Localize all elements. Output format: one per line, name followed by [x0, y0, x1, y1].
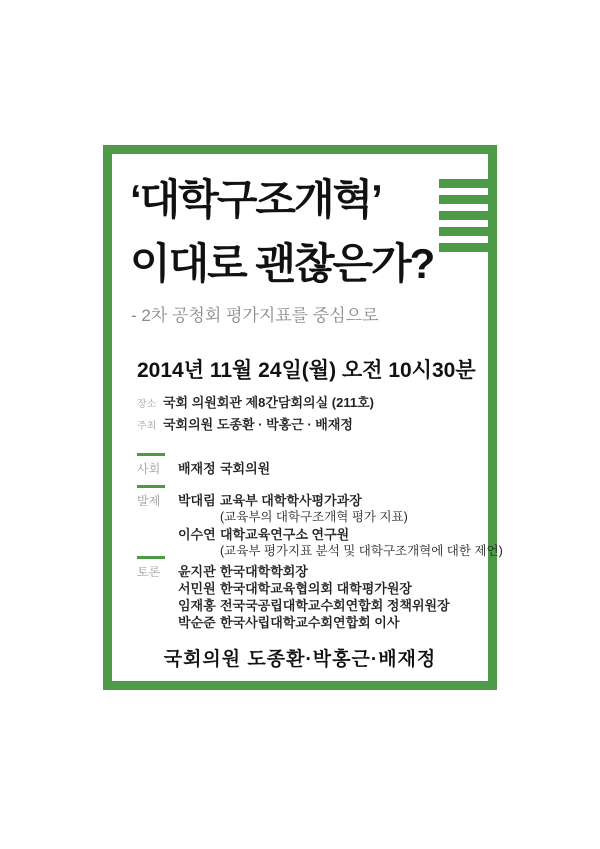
speaker-name: 이수연	[178, 527, 216, 542]
info-row-host	[137, 414, 374, 436]
host-label: 주최	[137, 421, 157, 432]
location-value: 국회 의원회관 제8간담회의실 (211호)	[163, 395, 374, 410]
location-label: 장소	[137, 399, 157, 410]
speaker-row	[178, 580, 482, 597]
section-label-moderator: 사회	[137, 462, 161, 476]
speaker-row	[178, 614, 482, 631]
poster-inner	[112, 154, 503, 681]
footer-hosts: 국회의원 도종환·박홍근·배재정	[163, 649, 437, 670]
section-label-panelists: 토론	[137, 565, 161, 579]
speaker-role: 대학교육연구소 연구원	[220, 527, 350, 542]
title-line-1: ‘대학구조개혁’	[130, 176, 381, 223]
stripe-bar	[439, 243, 488, 252]
speaker-row	[178, 597, 482, 614]
section-presenters	[137, 485, 503, 560]
section-panelists	[137, 556, 482, 631]
stripe-bar	[439, 195, 488, 204]
section-accent-line	[137, 485, 165, 488]
event-datetime: 2014년 11월 24일(월) 오전 10시30분	[137, 359, 476, 382]
speaker-role: 한국대학학회장	[220, 564, 308, 579]
stripe-bar	[439, 211, 488, 220]
speaker-name: 박순준	[178, 615, 216, 630]
speaker-row	[178, 460, 482, 477]
speaker-role: 전국국공립대학교수회연합회 정책위원장	[220, 598, 450, 613]
stripe-bar	[439, 179, 488, 188]
speaker-name: 윤지관	[178, 564, 216, 579]
speaker-role: 한국사립대학교수회연합회 이사	[220, 615, 400, 630]
speaker-name: 박대림	[178, 493, 216, 508]
speaker-name: 임재홍	[178, 598, 216, 613]
speaker-topic: (교육부의 대학구조개혁 평가 지표)	[220, 510, 408, 524]
poster-frame	[103, 145, 503, 690]
speaker-topic: (교육부 평가지표 분석 및 대학구조개혁에 대한 제언)	[220, 544, 503, 558]
section-accent-line	[137, 453, 165, 456]
stripe-bar	[439, 227, 488, 236]
speaker-name: 배재정	[178, 461, 216, 476]
speaker-row	[178, 526, 503, 560]
speaker-row	[178, 563, 482, 580]
event-info	[137, 392, 374, 436]
section-label-presenters: 발제	[137, 494, 161, 508]
speaker-role: 한국대학교육협의회 대학평가원장	[220, 581, 412, 596]
deco-stripes-icon	[439, 179, 488, 259]
speaker-role: 교육부 대학학사평가과장	[220, 493, 362, 508]
host-value: 국회의원 도종환 · 박홍근 · 배재정	[163, 417, 353, 432]
info-row-location	[137, 392, 374, 414]
section-moderator	[137, 453, 482, 477]
poster-title	[130, 168, 433, 296]
poster-subtitle: - 2차 공청회 평가지표를 중심으로	[131, 306, 379, 325]
speaker-name: 서민원	[178, 581, 216, 596]
section-accent-line	[137, 556, 165, 559]
speaker-role: 국회의원	[220, 461, 271, 476]
title-line-2: 이대로 괜찮은가?	[130, 240, 434, 287]
speaker-row	[178, 492, 482, 526]
